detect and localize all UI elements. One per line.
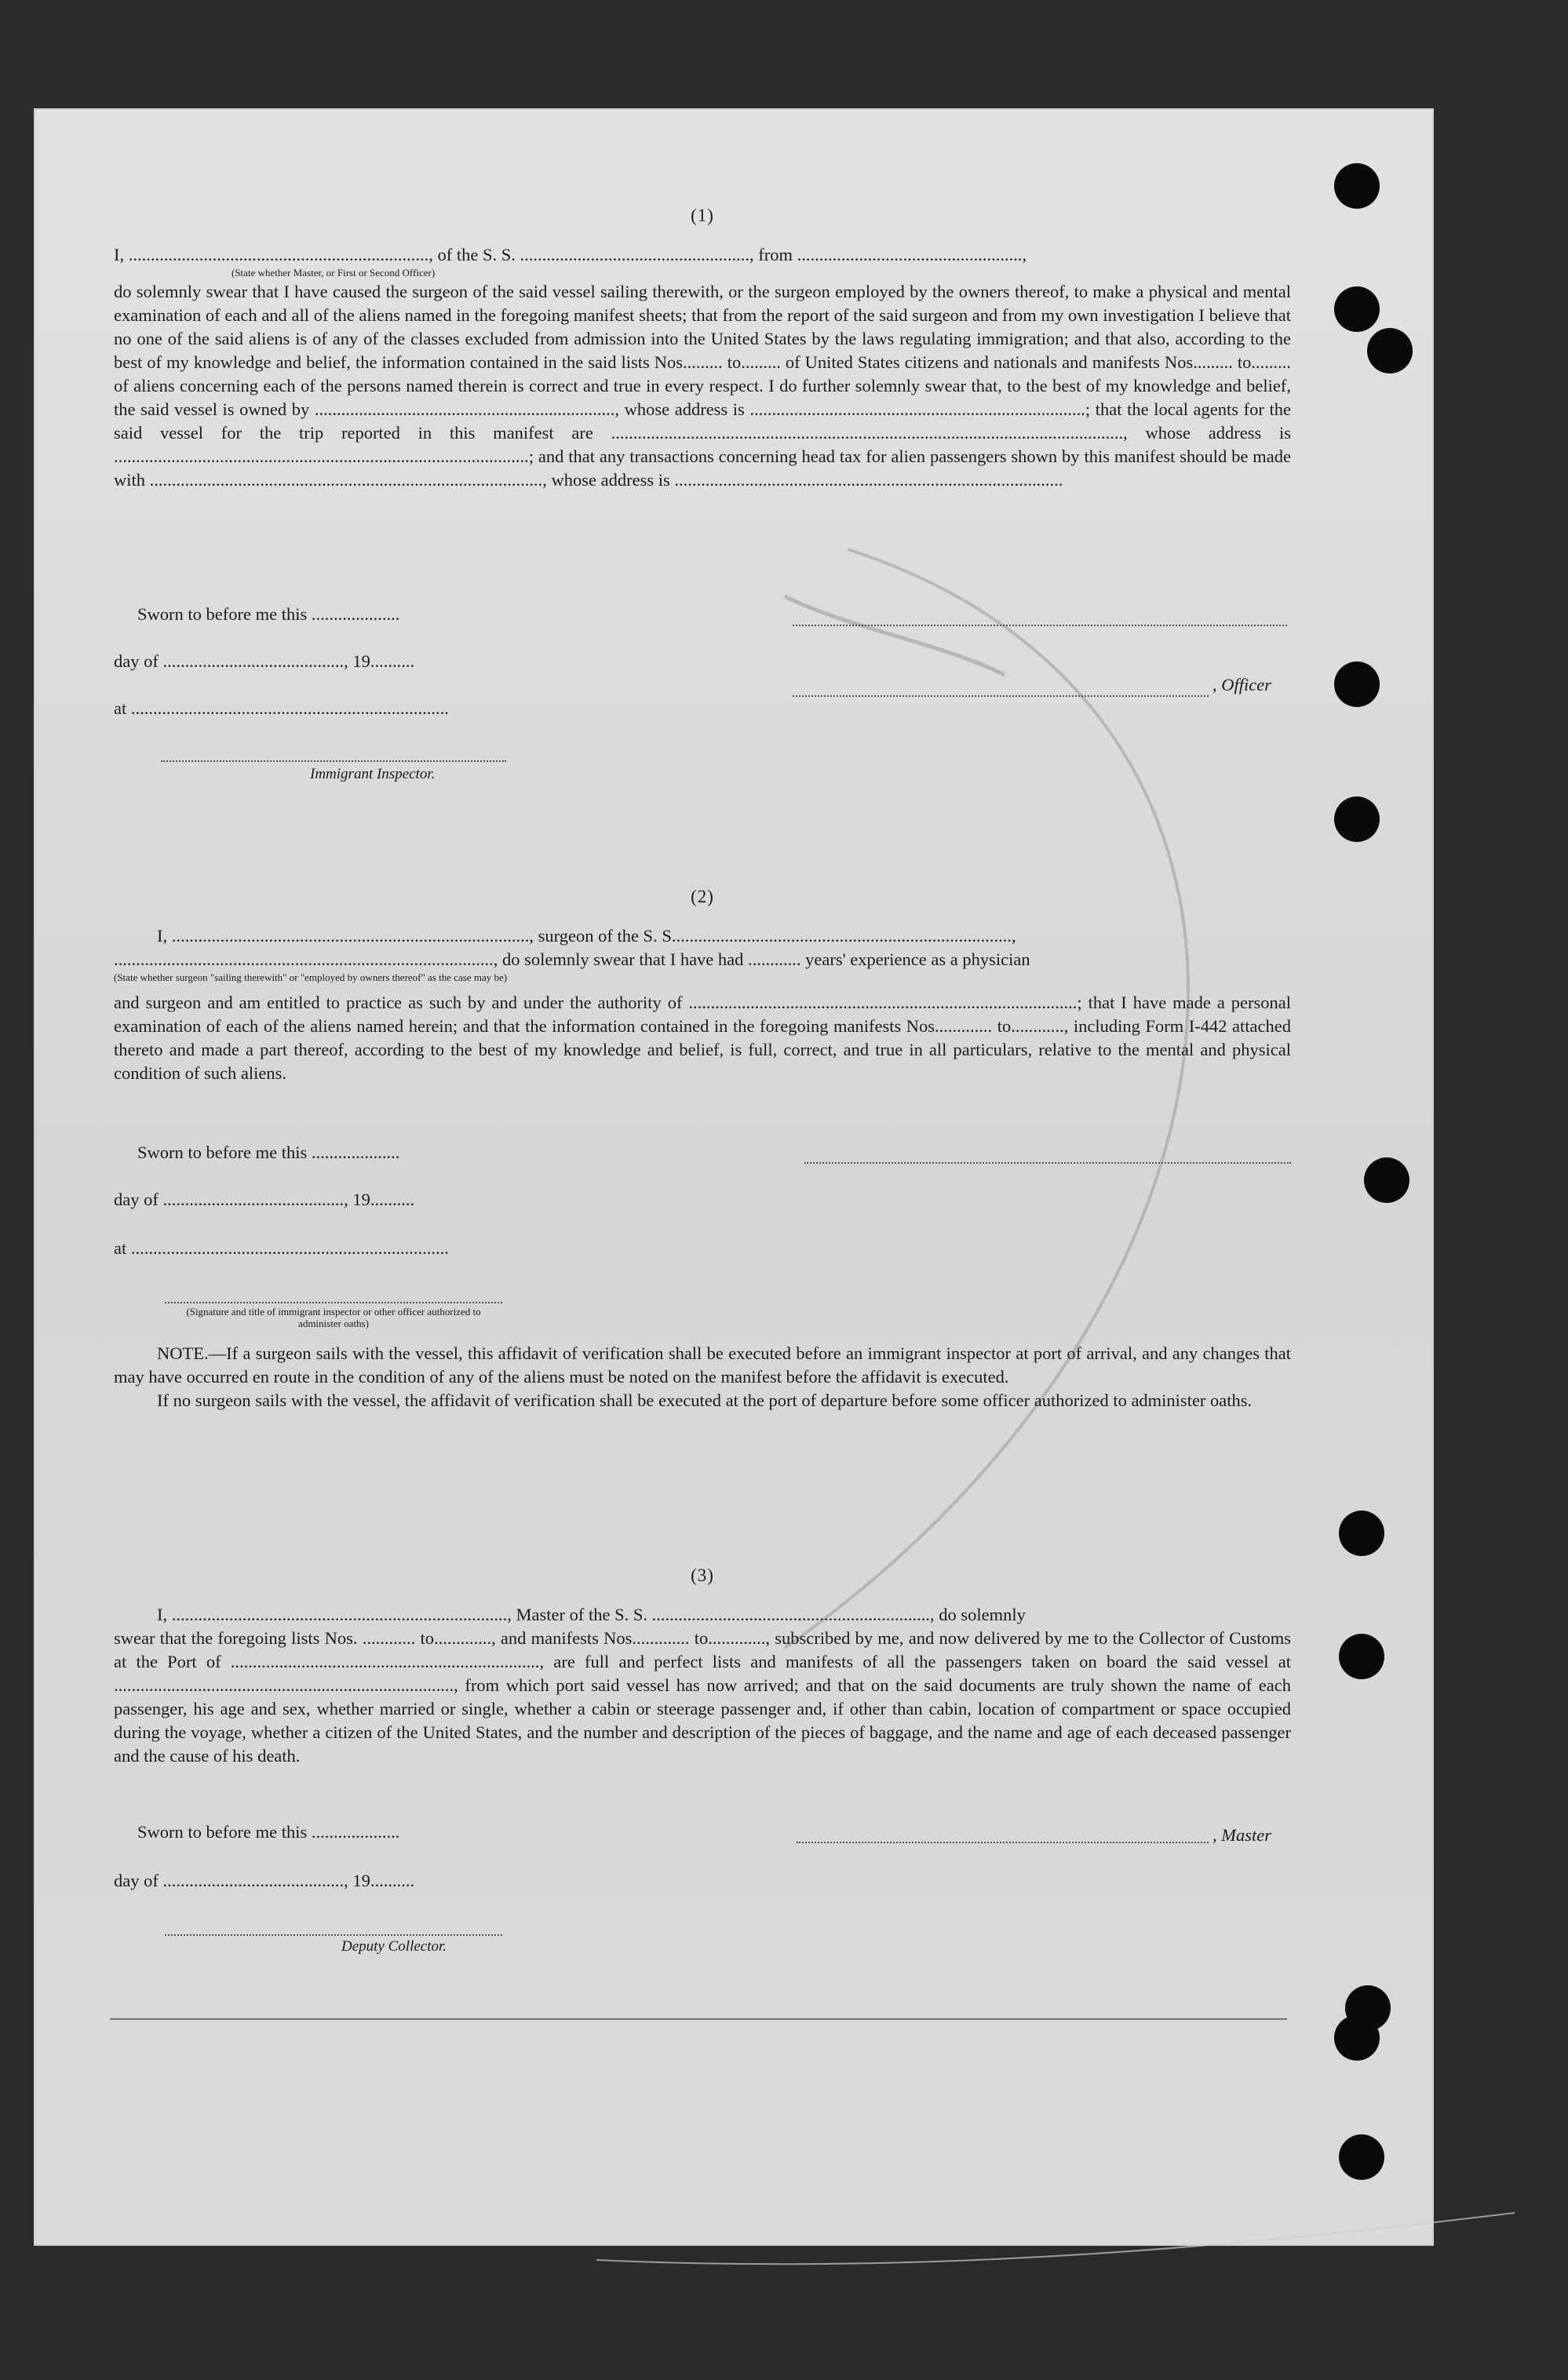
punch-hole <box>1334 796 1380 842</box>
at-line: at ........................................................................ <box>114 1238 449 1258</box>
punch-hole <box>1339 2134 1384 2180</box>
punch-hole <box>1334 286 1380 332</box>
master-declaration-line: I, ............................................................................, Master of the S. S. ..............................................................., do solemnly <box>157 1605 1026 1624</box>
sworn-line: Sworn to before me this .................... <box>137 1143 400 1162</box>
field-note: (State whether Master, or First or Second Officer) <box>232 267 436 279</box>
punch-hole <box>1334 163 1380 209</box>
inspector-signature-line <box>161 760 506 762</box>
punch-hole <box>1364 1157 1409 1203</box>
section-number: (3) <box>691 1565 714 1585</box>
note-text-1: —If a surgeon sails with the vessel, this affidavit of verification shall be executed before an immigrant inspector at port of arrival, and any changes that may have occurred en route in the condition of any of the aliens must be noted on the manifest before the affidavit is executed. <box>114 1343 1291 1387</box>
collector-signature-line <box>165 1934 502 1936</box>
master-affidavit-text: do solemnly swear that I have caused the surgeon of the said vessel sailing therewith, or the surgeon employed by the owners thereof, to make a physical and mental examination of each and all of the aliens named in the foregoing manifest sheets; that from the report of the said surgeon and from my own investigation I believe that no one of the said aliens is of any of the classes excluded from admission into the United States by the laws regulating immigration; and that also, according to the best of my knowledge and belief, the information contained in the said lists Nos......... to......... of United States citizens and nationals and manifests Nos......... to......... of aliens concerning each of the persons named therein is correct and true in every respect. I do further solemnly swear that, to the best of my knowledge and belief, the said vessel is owned by ...................................................................., whose address is ............................................................................; that the local agents for the said vessel for the trip reported in this manifest are ...................................................................................................................., whose address is ..............................................................................................; and that any transactions concerning head tax for alien passengers shown by this manifest should be made with ........................................................................................., whose address is ........................................................................................ <box>114 282 1291 490</box>
oath-officer-signature-line <box>165 1301 502 1303</box>
surgeon-signature-line <box>804 1161 1291 1164</box>
surgeon-affidavit-text: and surgeon and am entitled to practice as such by and under the authority of ........................................................................................; that I have made a personal examination of each of the aliens named herein; and that the information contained in the foregoing manifests Nos............. to............, including Form I-442 attached thereto and made a part thereof, according to the best of my knowledge and belief, is full, correct, and true in all particulars, relative to the mental and physical condition of such aliens. <box>114 993 1291 1083</box>
inspector-title: Immigrant Inspector. <box>310 766 436 782</box>
collector-title: Deputy Collector. <box>341 1938 447 1955</box>
master-signature-line <box>797 1841 1209 1843</box>
at-line: at ........................................................................ <box>114 698 449 718</box>
field-note: (State whether surgeon "sailing therewith" or "employed by owners thereof" as the case may be) <box>114 971 508 983</box>
day-line: day of ........................................., 19.......... <box>114 651 415 671</box>
collector-affidavit-text: swear that the foregoing lists Nos. ............ to............., and manifests Nos............. to............., subscribed by me, and now delivered by me to the Collector of Customs at the Port of ......................................................................, are full and perfect lists and manifests of all the passengers taken on board the said vessel at ............................................................................., from which port said vessel has now arrived; and that on the said documents are truly shown the name of each passenger, his age and sex, whether married or single, whether a cabin or steerage passenger and, if other than cabin, location of compartment or space occupied during the voyage, whether a citizen of the United States, and the number and description of the pieces of baggage, and the name and age of each deceased passenger and the cause of his death. <box>114 1628 1291 1766</box>
punch-hole <box>1339 1634 1384 1679</box>
day-line: day of ........................................., 19.......... <box>114 1190 415 1209</box>
punch-hole <box>1367 328 1413 374</box>
note-paragraph-1 <box>114 1342 1291 1389</box>
bottom-rule <box>110 2018 1287 2020</box>
note-paragraph-2: If no surgeon sails with the vessel, the affidavit of verification shall be executed at the port of departure before some officer authorized to administer oaths. <box>157 1390 1253 1410</box>
section-number: (2) <box>691 887 714 906</box>
master-declaration-line: I, ...................................................................., of the S. S. ...................................................., from ..................................................., <box>114 245 1027 264</box>
section-number: (1) <box>691 206 714 225</box>
officer-signature-line-1 <box>793 624 1287 626</box>
affidavit-section-3 <box>114 1565 1291 1768</box>
day-line: day of ........................................., 19.......... <box>114 1871 415 1890</box>
surgeon-status-line: ......................................................................................, do solemnly swear that I have had ............ years' experience as a physician <box>114 949 1030 969</box>
sworn-line: Sworn to before me this .................... <box>137 1822 400 1842</box>
surgeon-declaration-line: I, ................................................................................., surgeon of the S. S............................................................................., <box>157 926 1016 946</box>
sworn-line: Sworn to before me this .................... <box>137 604 400 624</box>
affidavit-section-2 <box>114 887 1291 1085</box>
punch-hole <box>1334 662 1380 707</box>
note-label: NOTE. <box>157 1343 209 1363</box>
officer-title: , Officer <box>1212 675 1271 694</box>
punch-hole <box>1339 1511 1384 1556</box>
note-block <box>114 1342 1291 1412</box>
punch-hole <box>1334 2015 1380 2061</box>
master-title: , Master <box>1212 1825 1271 1845</box>
affidavit-section-1 <box>114 206 1291 492</box>
officer-signature-line-2 <box>793 694 1209 697</box>
signature-note: (Signature and title of immigrant inspector or other officer authorized to administer oaths) <box>186 1306 481 1329</box>
